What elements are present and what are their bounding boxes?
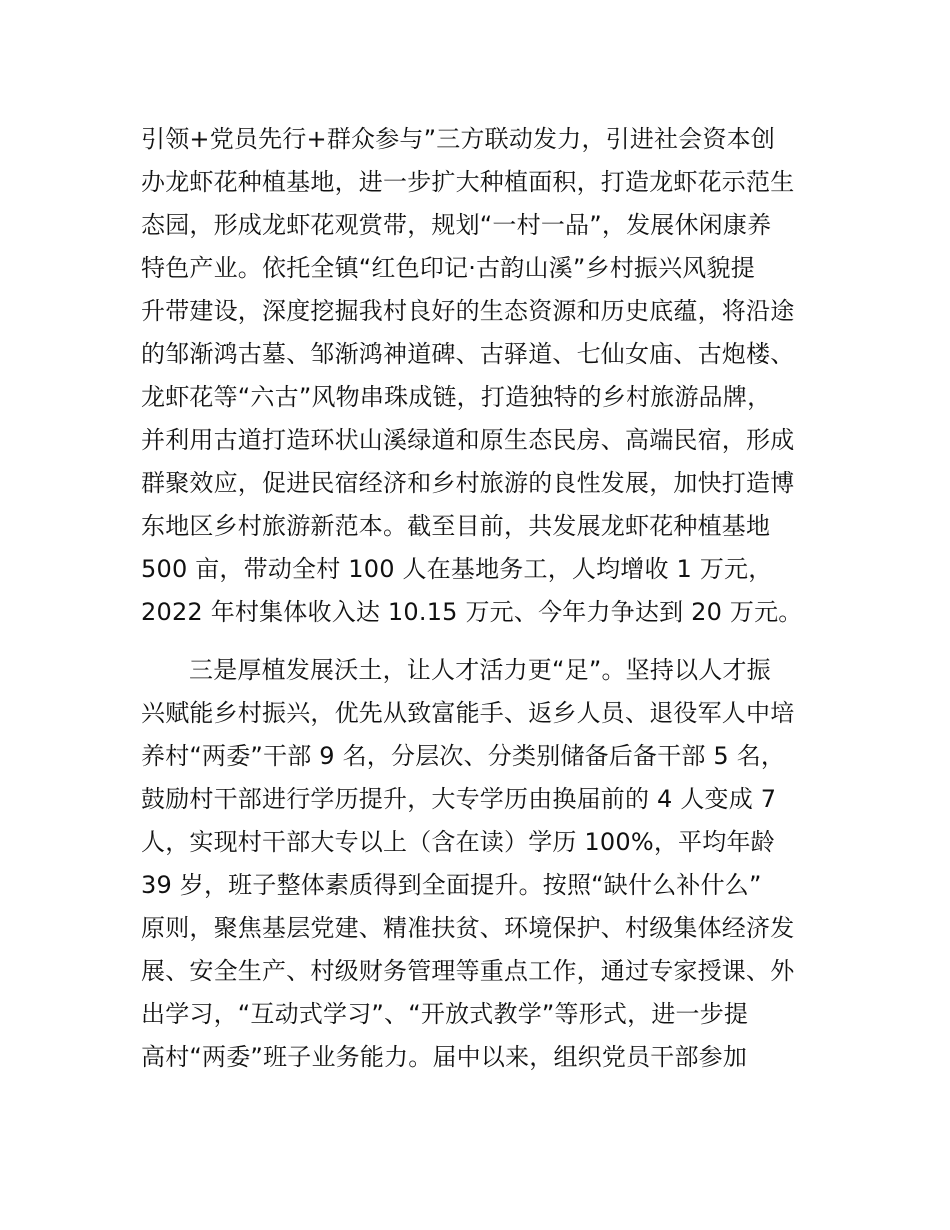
text-line: 特色产业。依托全镇“红色印记·古韵山溪”乡村振兴风貌提 xyxy=(141,254,755,282)
text-line: 原则，聚焦基层党建、精准扶贫、环境保护、村级集体经济发 xyxy=(141,914,795,942)
text-line: 龙虾花等“六古”风物串珠成链，打造独特的乡村旅游品牌， xyxy=(141,383,772,411)
text-line: 2022 年村集体收入达 10.15 万元、今年力争达到 20 万元。 xyxy=(141,598,803,626)
text-line: 39 岁，班子整体素质得到全面提升。按照“缺什么补什么” xyxy=(141,871,762,899)
text-line: 态园，形成龙虾花观赏带，规划“一村一品”，发展休闲康养 xyxy=(141,211,772,239)
text-line: 并利用古道打造环状山溪绿道和原生态民房、高端民宿，形成 xyxy=(141,426,795,454)
text-line: 500 亩，带动全村 100 人在基地务工，人均增收 1 万元， xyxy=(141,555,773,583)
text-line: 引领+党员先行+群众参与”三方联动发力，引进社会资本创 xyxy=(141,125,776,153)
text-line: 高村“两委”班子业务能力。届中以来，组织党员干部参加 xyxy=(141,1043,748,1071)
text-line: 升带建设，深度挖掘我村良好的生态资源和历史底蕴，将沿途 xyxy=(141,297,795,325)
text-line: 出学习，“互动式学习”、“开放式教学”等形式，进一步提 xyxy=(141,1000,749,1028)
text-line: 人，实现村干部大专以上（含在读）学历 100%，平均年龄 xyxy=(141,828,775,856)
text-line: 展、安全生产、村级财务管理等重点工作，通过专家授课、外 xyxy=(141,957,795,985)
text-line: 三是厚植发展沃土，让人才活力更“足”。坚持以人才振 xyxy=(189,656,771,684)
text-line: 兴赋能乡村振兴，优先从致富能手、返乡人员、退役军人中培 xyxy=(141,699,795,727)
text-line: 养村“两委”干部 9 名，分层次、分类别储备后备干部 5 名， xyxy=(141,742,786,770)
text-line: 群聚效应，促进民宿经济和乡村旅游的良性发展，加快打造博 xyxy=(141,469,795,497)
text-line: 鼓励村干部进行学历提升，大专学历由换届前的 4 人变成 7 xyxy=(141,785,777,813)
text-line: 东地区乡村旅游新范本。截至目前，共发展龙虾花种植基地 xyxy=(141,512,771,540)
text-line: 的邹渐鸿古墓、邹渐鸿神道碑、古驿道、七仙女庙、古炮楼、 xyxy=(141,340,795,368)
text-line: 办龙虾花种植基地，进一步扩大种植面积，打造龙虾花示范生 xyxy=(141,168,795,196)
